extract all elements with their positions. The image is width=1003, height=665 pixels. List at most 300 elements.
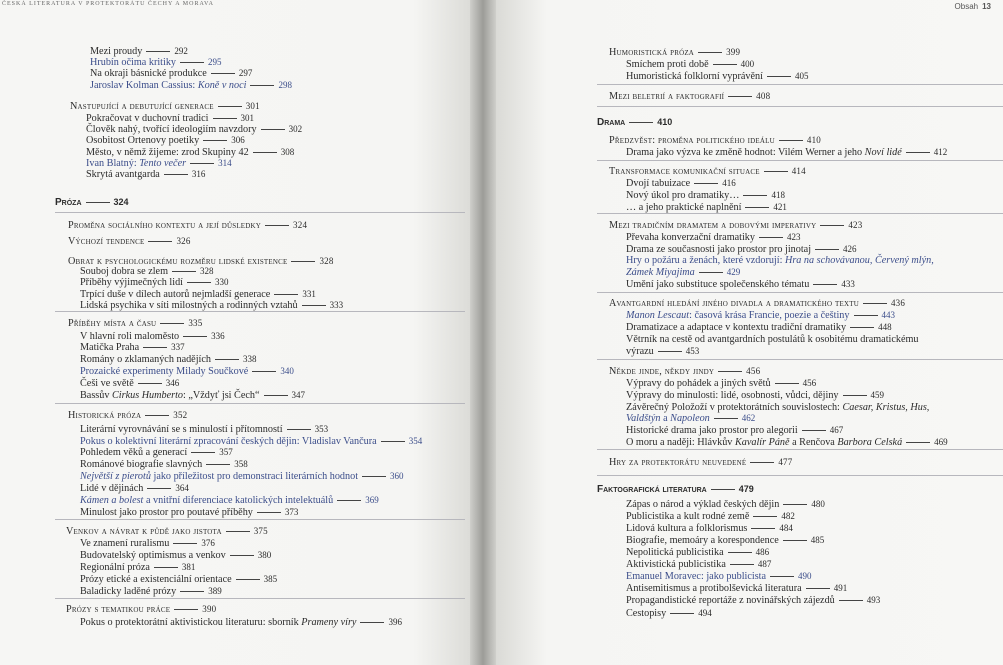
entry-title-rest: a (660, 413, 671, 424)
entry-page-number: 390 (202, 604, 217, 614)
section-separator (597, 475, 1003, 476)
toc-entry (626, 547, 769, 558)
entry-page-number: 301 (245, 101, 260, 111)
entry-title: Antisemitismus a protibolševická literatura (626, 583, 802, 594)
leader-dash (767, 76, 791, 77)
toc-entry (80, 366, 294, 377)
section-separator (55, 519, 465, 520)
toc-entry (80, 550, 271, 561)
leader-dash (187, 282, 211, 283)
entry-title: Osobitost Ortenovy poetiky (86, 135, 200, 146)
entry-title: Emanuel Moravec: jako publicista (626, 571, 767, 582)
toc-entry (68, 236, 191, 247)
leader-dash (180, 62, 204, 63)
entry-title: Smíchem proti době (626, 59, 709, 70)
leader-dash (839, 600, 863, 601)
toc-entry (68, 318, 202, 329)
entry-page-number: 418 (771, 190, 785, 200)
leader-dash (203, 140, 227, 141)
toc-entry (626, 346, 699, 357)
entry-title: výrazu (626, 346, 654, 357)
leader-dash (172, 271, 196, 272)
leader-dash (753, 516, 777, 517)
entry-title: Literární vyrovnávání se s minulostí i přítomností (80, 424, 283, 435)
entry-page-number: 477 (778, 457, 793, 467)
leader-dash (806, 588, 830, 589)
entry-title: Mezi tradičním dramatem a dobovými imperativy (609, 220, 817, 231)
entry-title: Lidé v dějinách (80, 483, 144, 494)
entry-page-number: 423 (848, 220, 863, 230)
leader-dash (718, 371, 742, 372)
section-separator (597, 292, 1003, 293)
entry-page-number: 385 (263, 574, 278, 584)
entry-page-number: 456 (746, 366, 761, 376)
entry-title: Souboj dobra se zlem (80, 266, 168, 277)
leader-dash (770, 576, 794, 577)
entry-page-number: 396 (388, 617, 402, 627)
entry-title: Ve znamení ruralismu (80, 538, 170, 549)
toc-entry (80, 424, 328, 435)
toc-entry (626, 608, 712, 619)
leader-dash (257, 512, 281, 513)
entry-page-number: 357 (219, 447, 233, 457)
entry-page-number: 331 (302, 289, 316, 299)
toc-entry (80, 300, 343, 311)
entry-title: Próza (55, 197, 82, 208)
leader-dash (728, 552, 752, 553)
section-separator (597, 84, 1003, 85)
toc-entry (66, 604, 216, 615)
leader-dash (750, 462, 774, 463)
entry-page-number: 400 (740, 59, 755, 69)
entry-page-number: 486 (755, 547, 770, 557)
entry-title: Nastupující a debutující generace (70, 101, 214, 112)
entry-title: Mezi proudy (90, 46, 143, 57)
leader-dash (191, 452, 215, 453)
toc-entry (80, 378, 179, 389)
entry-title: Zápas o národ a výklad českých dějin (626, 499, 780, 510)
entry-page-number: 353 (314, 424, 329, 434)
section-separator (55, 212, 465, 213)
toc-entry (609, 47, 740, 58)
leader-dash (728, 96, 752, 97)
entry-title: Výchozí tendence (68, 236, 145, 247)
leader-dash (183, 336, 207, 337)
entry-page-number: 426 (843, 244, 857, 254)
entry-title: Češi ve světě (80, 378, 134, 389)
entry-title: Historické drama jako prostor pro alegorii (626, 425, 798, 436)
toc-entry (626, 59, 754, 70)
toc-entry (80, 617, 402, 628)
entry-title-italic: Kavalír Páně (734, 437, 790, 448)
entry-page-number: 301 (240, 113, 254, 123)
leader-dash (854, 315, 878, 316)
toc-entry (626, 402, 929, 413)
entry-title: Jaroslav Kolman Cassius: (90, 80, 198, 91)
entry-title: Pohledem věků a generací (80, 447, 188, 458)
entry-page-number: 298 (278, 80, 292, 90)
entry-page-number: 292 (174, 46, 188, 56)
entry-title-italic: Barbora Celská (837, 437, 903, 448)
leader-dash (711, 489, 735, 490)
entry-page-number: 389 (208, 586, 222, 596)
entry-title: Na okraji básnické produkce (90, 68, 207, 79)
entry-page-number: 364 (175, 483, 189, 493)
toc-entry (80, 586, 222, 597)
leader-dash (211, 73, 235, 74)
entry-page-number: 302 (288, 124, 303, 134)
leader-dash (743, 195, 767, 196)
toc-entry (626, 523, 793, 534)
entry-page-number: 410 (806, 135, 821, 145)
toc-entry (626, 499, 825, 510)
leader-dash (147, 488, 171, 489)
entry-page-number: 485 (810, 535, 825, 545)
entry-title: Bassův (80, 390, 112, 401)
entry-title: Pokus o protektorátní aktivistickou literaturu: sborník (80, 617, 302, 628)
entry-page-number: 295 (208, 57, 222, 67)
entry-title-italic: Koně v noci (197, 80, 247, 91)
entry-title: Budovatelský optimismus a venkov (80, 550, 226, 561)
entry-title-rest: a Renčova (789, 437, 838, 448)
entry-page-number: 316 (191, 169, 206, 179)
toc-entry (626, 322, 892, 333)
entry-page-number: 479 (738, 484, 754, 494)
toc-entry (609, 298, 905, 309)
entry-title: Baladicky laděné prózy (80, 586, 177, 597)
entry-title: Nový úkol pro dramatiky… (626, 190, 740, 201)
leader-dash (180, 591, 204, 592)
toc-entry (90, 57, 222, 68)
toc-entry (626, 334, 919, 345)
leader-dash (86, 202, 110, 203)
entry-title: Hry za protektorátu neuvedené (609, 457, 747, 468)
toc-entry (626, 378, 816, 389)
entry-page-number: 405 (794, 71, 809, 81)
entry-page-number: 487 (757, 559, 772, 569)
toc-entry (597, 117, 672, 128)
entry-page-number: 352 (173, 410, 188, 420)
running-head-left: ČESKÁ LITERATURA V PROTEKTORÁTU ČECHY A MORAVA (2, 1, 214, 7)
leader-dash (779, 140, 803, 141)
entry-page-number: 493 (866, 595, 881, 605)
section-separator (55, 403, 465, 404)
leader-dash (213, 118, 237, 119)
entry-page-number: 429 (726, 267, 741, 277)
entry-title: Proměna sociálního kontextu a její důsledky (68, 220, 262, 231)
leader-dash (360, 622, 384, 623)
entry-title: V hlavní roli maloměsto (80, 331, 180, 342)
toc-entry (80, 495, 379, 506)
toc-entry (80, 390, 305, 401)
leader-dash (164, 174, 188, 175)
entry-page-number: 336 (211, 331, 225, 341)
leader-dash (138, 383, 162, 384)
entry-title: Humoristická próza (609, 47, 695, 58)
entry-title: Někde jinde, někdy jindy (609, 366, 715, 377)
entry-page-number: 482 (781, 511, 795, 521)
leader-dash (813, 284, 837, 285)
entry-title-italic: Napoleon (670, 413, 710, 424)
section-separator (55, 598, 465, 599)
toc-entry (80, 459, 248, 470)
entry-title: Biografie, memoáry a korespondence (626, 535, 779, 546)
entry-title: Pokračovat v duchovní tradici (86, 113, 209, 124)
leader-dash (253, 152, 277, 153)
leader-dash (291, 261, 315, 262)
leader-dash (783, 504, 807, 505)
leader-dash (381, 441, 405, 442)
entry-title-italic: Největší z pierotů (80, 471, 151, 482)
leader-dash (190, 163, 214, 164)
leader-dash (629, 122, 653, 123)
toc-entry (80, 574, 277, 585)
toc-entry (626, 583, 847, 594)
section-separator (597, 213, 1003, 214)
entry-title: Drama ze současnosti jako prostor pro jinotaj (626, 244, 812, 255)
entry-page-number: 308 (280, 147, 295, 157)
toc-entry (626, 232, 801, 243)
leader-dash (714, 418, 738, 419)
entry-title-italic: Cirkus Humberto (111, 390, 184, 401)
entry-title: Prózy s tematikou práce (66, 604, 171, 615)
left-page (0, 0, 470, 665)
leader-dash (287, 429, 311, 430)
toc-entry (626, 595, 880, 606)
toc-entry (86, 169, 205, 180)
entry-page-number: 360 (390, 471, 404, 481)
entry-page-number: 494 (698, 608, 712, 618)
entry-title: Hry o požáru a ženách, které vzdorují: (626, 255, 785, 266)
entry-title: Propagandistické reportáže z novinářských zájezdů (626, 595, 835, 606)
entry-page-number: 448 (878, 322, 892, 332)
leader-dash (906, 442, 930, 443)
toc-entry (80, 538, 215, 549)
toc-entry (86, 135, 245, 146)
leader-dash (698, 52, 722, 53)
leader-dash (265, 225, 289, 226)
entry-title: Člověk nahý, tvořící ideologiím navzdory (86, 124, 257, 135)
leader-dash (145, 415, 169, 416)
entry-title: Příběhy místa a času (68, 318, 157, 329)
toc-entry (80, 447, 233, 458)
leader-dash (264, 395, 288, 396)
toc-entry (609, 166, 806, 177)
entry-title: Drama (597, 117, 626, 128)
toc-entry (86, 147, 294, 158)
toc-entry (626, 147, 947, 158)
leader-dash (658, 351, 682, 352)
toc-entry (90, 80, 292, 91)
entry-title: Románové biografie slavných (80, 459, 203, 470)
leader-dash (815, 249, 839, 250)
entry-page-number: 333 (329, 300, 344, 310)
toc-entry (626, 244, 857, 255)
leader-dash (274, 294, 298, 295)
entry-page-number: 412 (933, 147, 948, 157)
toc-entry (86, 124, 302, 135)
entry-title-italic: Hra na schovávanou, Červený mlýn, (784, 255, 934, 266)
entry-page-number: 297 (238, 68, 253, 78)
entry-title: Lidská psychika v síti milostných a rodinných vztahů (80, 300, 298, 311)
entry-title: Matička Praha (80, 342, 140, 353)
entry-title: Faktografická literatura (597, 484, 707, 495)
leader-dash (230, 555, 254, 556)
entry-page-number: 335 (188, 318, 203, 328)
entry-page-number: 381 (181, 562, 196, 572)
toc-entry (626, 178, 736, 189)
entry-page-number: 408 (756, 91, 771, 101)
entry-title-rest: : „Vždyť jsi Čech“ (183, 390, 260, 401)
entry-title: … a jeho praktické naplnění (626, 202, 742, 213)
entry-page-number: 410 (657, 117, 673, 127)
entry-title: Mezi beletrií a faktografií (609, 91, 725, 102)
entry-page-number: 376 (201, 538, 215, 548)
entry-title-rest: jako příležitost pro demonstraci literárních hodnot (150, 471, 359, 482)
leader-dash (783, 540, 807, 541)
toc-entry (80, 562, 195, 573)
toc-entry (626, 425, 843, 436)
toc-entry (55, 197, 129, 208)
leader-dash (146, 51, 170, 52)
entry-title: Skrytá avantgarda (86, 169, 160, 180)
leader-dash (160, 323, 184, 324)
toc-entry (609, 91, 770, 102)
entry-title-italic: Valdštýn (626, 413, 661, 424)
entry-page-number: 324 (293, 220, 308, 230)
entry-title: Umění jako substituce společenského tématu (626, 279, 810, 290)
leader-dash (302, 305, 326, 306)
right-page (496, 0, 1003, 665)
leader-dash (820, 225, 844, 226)
section-separator (55, 311, 465, 312)
leader-dash (173, 543, 197, 544)
leader-dash (362, 476, 386, 477)
entry-title: Lidová kultura a folklorismus (626, 523, 748, 534)
entry-page-number: 467 (829, 425, 844, 435)
toc-entry (626, 71, 808, 82)
toc-entry (90, 46, 188, 57)
leader-dash (236, 579, 260, 580)
toc-entry (80, 507, 298, 518)
entry-title-italic: Manon Lescaut (626, 310, 690, 321)
entry-title-italic: Kámen a bolest (80, 495, 144, 506)
leader-dash (863, 303, 887, 304)
entry-title-rest: : časová krása Francie, poezie a češtiny (689, 310, 850, 321)
leader-dash (670, 613, 694, 614)
toc-entry (80, 342, 185, 353)
entry-page-number: 328 (200, 266, 214, 276)
section-separator (597, 359, 1003, 360)
entry-page-number: 433 (841, 279, 855, 289)
entry-title: O moru a naději: Hlávkův (626, 437, 735, 448)
entry-page-number: 347 (291, 390, 306, 400)
leader-dash (252, 371, 276, 372)
entry-title: Prozaické experimenty Milady Součkové (80, 366, 249, 377)
toc-entry (626, 255, 934, 266)
leader-dash (843, 395, 867, 396)
section-separator (597, 106, 1003, 107)
section-separator (597, 160, 1003, 161)
entry-page-number: 480 (811, 499, 825, 509)
entry-title: Výpravy do pohádek a jiných světů (626, 378, 771, 389)
entry-page-number: 399 (726, 47, 741, 57)
running-head-right: Obsah (954, 2, 979, 11)
toc-entry (626, 267, 740, 278)
toc-entry (80, 277, 229, 288)
entry-page-number: 373 (284, 507, 299, 517)
entry-title: Romány o zklamaných nadějích (80, 354, 211, 365)
toc-entry (626, 202, 787, 213)
entry-page-number: 358 (234, 459, 248, 469)
entry-title: Drama jako výzva ke změně hodnot: Vilém Werner a jeho (626, 147, 865, 158)
leader-dash (699, 272, 723, 273)
entry-page-number: 380 (257, 550, 272, 560)
leader-dash (261, 129, 285, 130)
leader-dash (174, 609, 198, 610)
entry-page-number: 340 (280, 366, 294, 376)
toc-entry (66, 526, 268, 537)
entry-page-number: 416 (722, 178, 736, 188)
entry-title-italic: Zámek Miyajima (626, 267, 695, 278)
toc-entry (80, 289, 316, 300)
entry-title: Ivan Blatný: (86, 158, 140, 169)
entry-page-number: 375 (253, 526, 268, 536)
entry-page-number: 354 (408, 436, 423, 446)
entry-page-number: 414 (791, 166, 806, 176)
toc-entry (80, 436, 422, 447)
entry-title: Převaha konverzační dramatiky (626, 232, 755, 243)
entry-title: Minulost jako prostor pro poutavé příběhy (80, 507, 253, 518)
entry-page-number: 369 (365, 495, 379, 505)
entry-page-number: 443 (881, 310, 895, 320)
entry-title-rest: a vnitřní diferenciace katolických intelektuálů (143, 495, 334, 506)
entry-page-number: 436 (890, 298, 906, 308)
entry-title-italic: Tento večer (139, 158, 187, 169)
entry-page-number: 456 (802, 378, 817, 388)
toc-entry (609, 366, 760, 377)
toc-entry (626, 279, 855, 290)
entry-page-number: 453 (685, 346, 700, 356)
page-number: 13 (982, 2, 991, 11)
leader-dash (143, 347, 167, 348)
toc-entry (80, 354, 256, 365)
leader-dash (759, 237, 783, 238)
entry-page-number: 484 (779, 523, 793, 533)
book-gutter (470, 0, 496, 665)
leader-dash (775, 383, 799, 384)
entry-title: Historická próza (68, 410, 142, 421)
toc-entry (626, 571, 812, 582)
entry-page-number: 459 (870, 390, 885, 400)
leader-dash (802, 430, 826, 431)
entry-title: Publicistika a kult rodné země (626, 511, 750, 522)
toc-entry (80, 471, 404, 482)
entry-page-number: 337 (171, 342, 185, 352)
entry-title: Regionální próza (80, 562, 150, 573)
entry-title-italic: Noví lidé (864, 147, 902, 158)
entry-page-number: 346 (165, 378, 180, 388)
toc-entry (90, 68, 252, 79)
entry-page-number: 423 (787, 232, 801, 242)
entry-title: Město, v němž žijeme: zrod Skupiny 42 (86, 147, 249, 158)
leader-dash (730, 564, 754, 565)
entry-title-italic: Caesar, Kristus, Hus, (842, 402, 930, 413)
toc-entry (70, 101, 260, 112)
leader-dash (906, 152, 930, 153)
toc-entry (626, 559, 771, 570)
entry-title: Dramatizace a adaptace v kontextu tradiční dramatiky (626, 322, 847, 333)
